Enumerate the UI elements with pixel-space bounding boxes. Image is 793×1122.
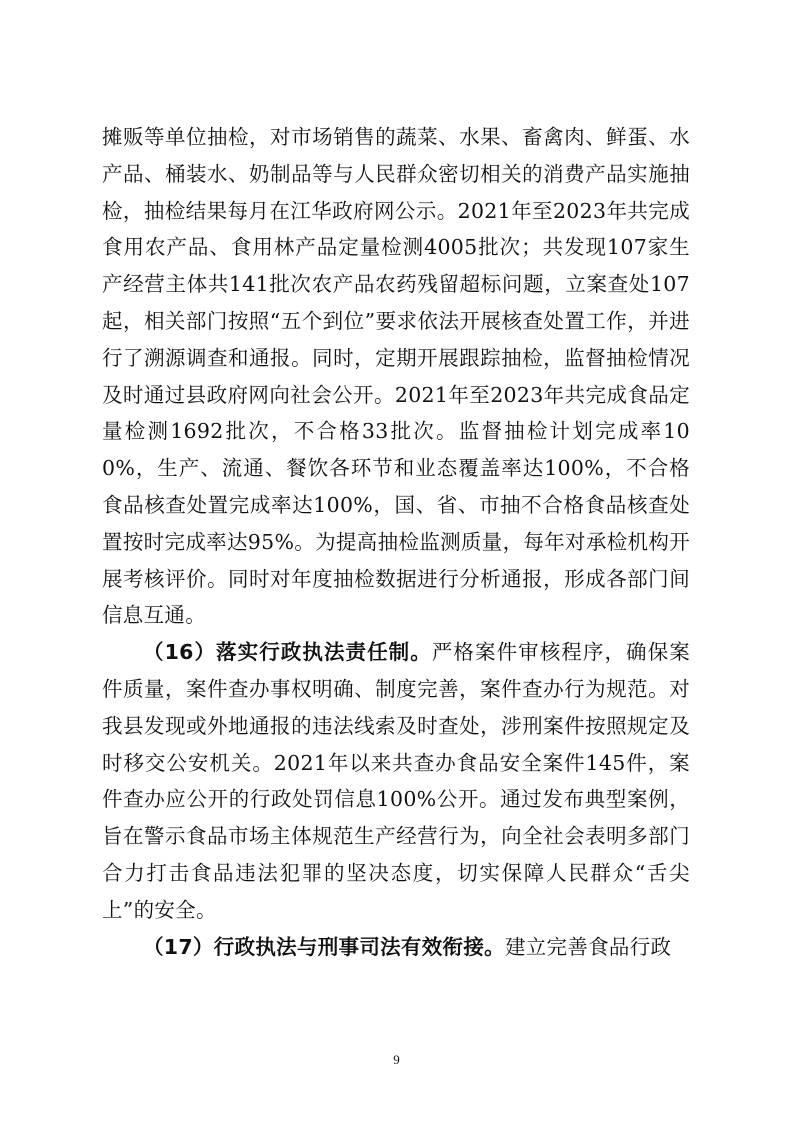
document-body: [102, 119, 690, 965]
page-number: 9: [393, 1052, 400, 1067]
section-heading-16: （16）落实行政执法责任制。: [143, 640, 432, 665]
paragraph-continuation: [102, 119, 690, 634]
paragraph-text: 建立完善食品行政: [504, 934, 672, 959]
section-heading-17: （17）行政执法与刑事司法有效衔接。: [143, 934, 505, 959]
paragraph-text: 摊贩等单位抽检，对市场销售的蔬菜、水果、畜禽肉、鲜蛋、水产品、桶装水、奶制品等与人民群众密切相关的消费产品实施抽检，抽检结果每月在江华政府网公示。2021年至2023年共完成食用农产品、食用林产品定量检测4005批次；共发现107家生产经营主体共141批次农产品农药残留超标问题，立案查处107起，相关部门按照“五个到位”要求依法开展核查处置工作，并进行了溯源调查和通报。同时，定期开展跟踪抽检，监督抽检情况及时通过县政府网向社会公开。2021年至2023年共完成食品定量检测1692批次，不合格33批次。监督抽检计划完成率100%，生产、流通、餐饮各环节和业态覆盖率达100%，不合格食品核查处置完成率达100%，国、省、市抽不合格食品核查处置按时完成率达95%。为提高抽检监测质量，每年对承检机构开展考核评价。同时对年度抽检数据进行分析通报，形成各部门间信息互通。: [102, 125, 690, 628]
paragraph-text: 严格案件审核程序，确保案件质量，案件查办事权明确、制度完善，案件查办行为规范。对我县发现或外地通报的违法线索及时查处，涉刑案件按照规定及时移交公安机关。2021年以来共查办食品安全案件145件，案件查办应公开的行政处罚信息100%公开。通过发布典型案例，旨在警示食品市场主体规范生产经营行为，向全社会表明多部门合力打击食品违法犯罪的坚决态度，切实保障人民群众“舌尖上”的安全。: [102, 640, 690, 922]
paragraph-section-17: [102, 929, 690, 966]
paragraph-section-16: [102, 634, 690, 928]
